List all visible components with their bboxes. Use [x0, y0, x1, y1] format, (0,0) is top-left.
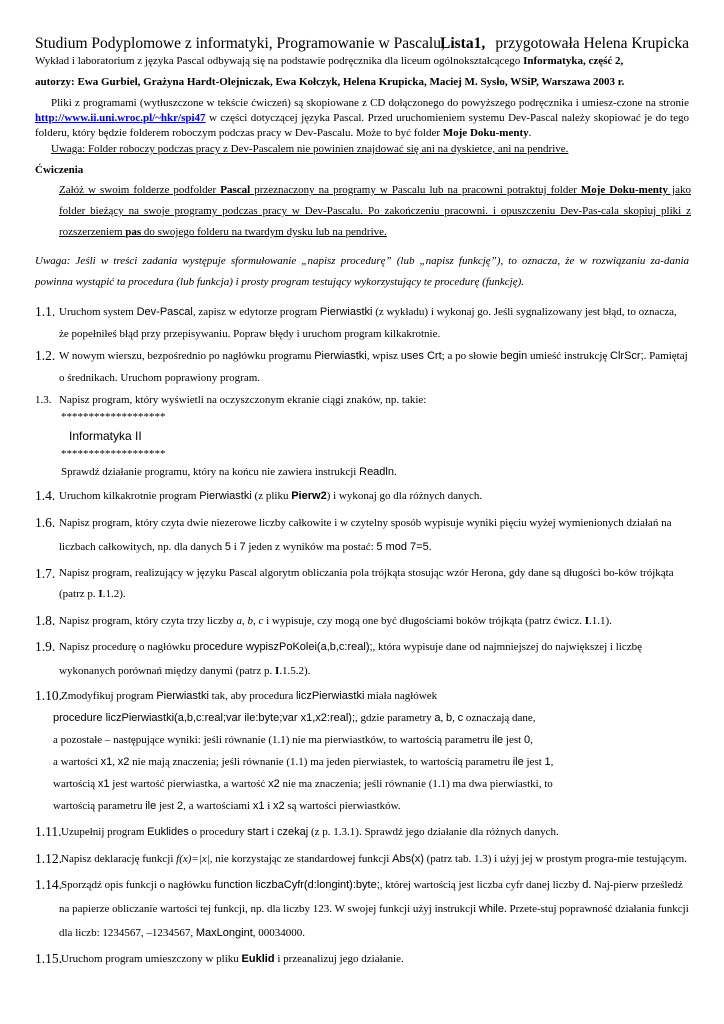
page-header [35, 34, 689, 54]
intro-authors: autorzy: Ewa Gurbiel, Grażyna Hardt-Olejniczak, Ewa Kołczyk, Helena Krupicka, Maciej M. Sysło, WSiP, Warszawa 2003 r. [35, 76, 625, 88]
spi47-link[interactable]: http://www.ii.uni.wroc.pl/~hkr/spi47 [35, 112, 206, 124]
exercise-1-4: 1.4. Uruchom kilkakrotnie program Pierwiastki (z pliku Pierw2) i wykonaj go dla różnych danych. [35, 488, 483, 503]
exercise-1-15: 1.15. Uruchom program umieszczony w pliku Euklid i przeanalizuj jego działanie. [35, 951, 404, 966]
stars-bottom: ******************* [61, 448, 166, 460]
document-page [35, 34, 689, 971]
stars-top: ******************* [61, 411, 166, 423]
exercise-1-14: 1.14. Sporządź opis funkcji o nagłówku function liczbaCyfr(d:longint):byte;, której wartością jest liczba cyfr danej liczby d. Naj-pierw prześledź na papierze obliczanie wartości tej funkcji, np. dla liczby 123. W swojej funkcji użyj instrukcji while. Przete-stuj poprawność działania funkcji dla liczb: 1234567, –1234567, MaxLongint, 00034000. [35, 877, 689, 939]
exercise-1-3: 1.3. Napisz program, który wyświetli na oczyszczonym ekranie ciągi znaków, np. takie: [35, 394, 427, 406]
remark: Uwaga: Jeśli w treści zadania występuje sformułowanie „napisz procedurę” (lub „napisz funkcję”), to oznacza, że w rozwiązaniu za-dania powinna wystąpić ta procedura (lub funkcja) i prosty program testujący wykorzystujący te procedurę (funkcję). [35, 255, 689, 288]
sample-output: Informatyka II [69, 429, 142, 443]
exercise-1-10-case0: a pozostałe – następujące wyniki: jeśli równanie (1.1) nie ma pierwiastków, to wartością parametru ile jest 0, [53, 734, 533, 746]
section-title: Ćwiczenia [35, 164, 84, 176]
exercise-1-10-case1: a wartości x1, x2 nie mają znaczenia; jeśli równanie (1.1) ma jeden pierwiastek, to wartością parametru ile jest 1, [53, 756, 554, 768]
exercise-1-10: 1.10. Zmodyfikuj program Pierwiastki tak, aby procedura liczPierwiastki miała nagłówek [35, 688, 438, 703]
exercise-1-8: 1.8. Napisz program, który czyta trzy liczby a, b, c i wypisuje, czy mogą one być długościami boków trójkąta (patrz ćwicz. I.1.1). [35, 613, 612, 628]
exercise-1-10-header: procedure liczPierwiastki(a,b,c:real;var ile:byte;var x1,x2:real);, gdzie parametry a, b, c oznaczają dane, [53, 712, 536, 724]
exercise-1-12: 1.12. Napisz deklarację funkcji f(x)=|x|, nie korzystając ze standardowej funkcji Abs(x) (patrz tab. 1.3) i użyj jej w prostym progra-mie testującym. [35, 851, 687, 866]
exercise-1-10-case2: wartością x1 jest wartość pierwiastka, a wartość x2 nie ma znaczenia; jeśli równanie (1.1) ma dwa pierwiastki, to [53, 778, 553, 790]
exercise-1-9: 1.9. Napisz procedurę o nagłówku procedure wypiszPoKolei(a,b,c:real);, która wypisuje dane od najmniejszej do największej i liczbę wykonanych porównań między danymi (patrz p. I.1.5.2). [35, 639, 642, 677]
exercise-1-1: 1.1. Uruchom system Dev-Pascal, zapisz w edytorze program Pierwiastki (z wykładu) i wykonaj go. Jeśli sygnalizowany jest błąd, to oznacza, że popełniłeś błąd przy przepisywaniu. Popraw błędy i uruchom program kilkakrotnie. [35, 304, 677, 340]
header-author: przygotowała Helena Krupicka [495, 35, 689, 52]
intro-line: Wykład i laboratorium z języka Pascal odbywają się na podstawie podręcznika dla liceum ogólnokształcącego Informatyka, część 2, [35, 55, 624, 67]
exercise-1-10-case3: wartością parametru ile jest 2, a wartościami x1 i x2 są wartości pierwiastków. [53, 800, 401, 812]
exercise-1-3-check: Sprawdź działanie programu, który na końcu nie zawiera instrukcji Readln. [61, 466, 397, 478]
exercise-1-6: 1.6. Napisz program, który czyta dwie niezerowe liczby całkowite i w czytelny sposób wypisuje wyniki pięciu wyżej wymienionych działań na liczbach całkowitych, np. dla danych 5 i 7 jeden z wyników ma postać: 5 mod 7=5. [35, 515, 672, 553]
header-list: Lista1, [440, 35, 486, 52]
header-course: Studium Podyplomowe z informatyki, Programowanie w Pascalu, [35, 35, 445, 52]
folder-note: Uwaga: Folder roboczy podczas pracy z Dev-Pascalem nie powinien znajdować się ani na dyskietce, ani na pendrive. [51, 143, 569, 155]
exercise-1-2: 1.2. W nowym wierszu, bezpośrednio po nagłówku programu Pierwiastki, wpisz uses Crt; a po słowie begin umieść instrukcję ClrScr;. Pamiętaj o średnikach. Uruchom poprawiony program. [35, 348, 688, 384]
exercise-1-7: 1.7. Napisz program, realizujący w języku Pascal algorytm obliczania pola trójkąta stosując wzór Herona, gdy dane są długości bo-ków trójkąta (patrz p. I.1.2). [35, 566, 674, 600]
exercise-1-11: 1.11. Uzupełnij program Euklides o procedury start i czekaj (z p. 1.3.1). Sprawdź jego działanie dla różnych danych. [35, 824, 559, 839]
setup-instructions: Załóż w swoim folderze podfolder Pascal przeznaczony na programy w Pascalu lub na pracowni potraktuj folder Moje Doku-menty jako folder bieżący na swoje programy podczas pracy w Dev-Pascalu. Po zakończeniu pracowni. i opuszczeniu Dev-Pas-cala skopiuj pliki z rozszerzeniem pas do swojego folderu na twardym dysku lub na pendrive. [59, 184, 691, 238]
intro-paragraph: Pliki z programami (wytłuszczone w tekście ćwiczeń) są skopiowane z CD dołączonego do powyższego podręcznika i umiesz-czone na stronie http://www.ii.uni.wroc.pl/~hkr/spi47 w części dotyczącej języka Pascal. Przed uruchomieniem systemu Dev-Pascal należy skopiować je do tego folderu, który będzie folderem roboczym podczas pracy w Dev-Pascalu. Może to być folder Moje Doku-menty. [35, 97, 689, 139]
